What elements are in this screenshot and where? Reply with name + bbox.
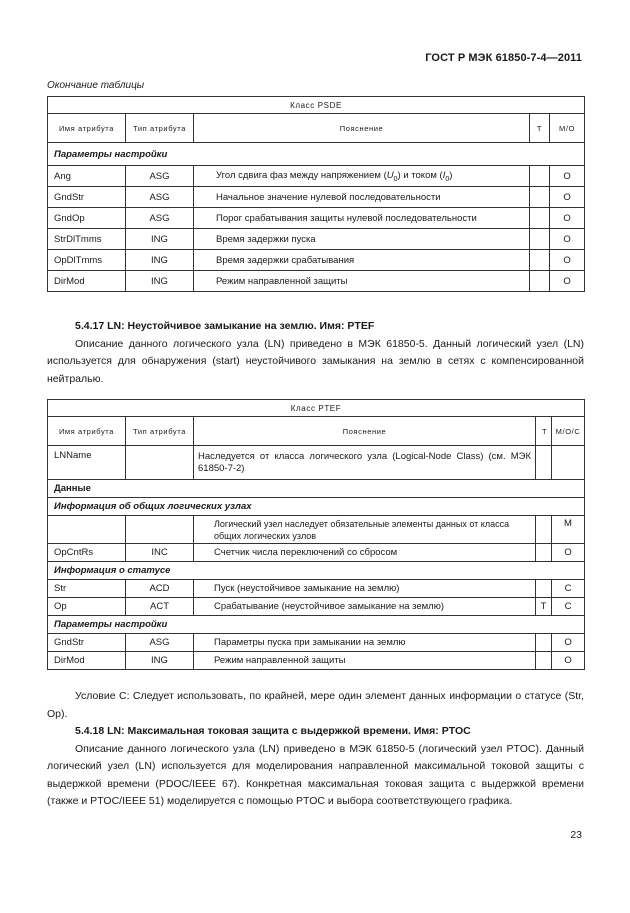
section-text: Описание данного логического узла (LN) приведено в МЭК 61850-5. Данный логический узел (LN) используется для обнаружения (start) неустойчивого замыкания на землю в сетях с компенсированной нейтралью. [47, 337, 584, 385]
attr-mo: O [550, 208, 585, 229]
attr-name: GndOp [48, 208, 126, 229]
attr-type: ACD [126, 580, 194, 598]
attr-desc: Наследуется от класса логического узла (Logical-Node Class) (см. МЭК 61850-7-2) [194, 446, 536, 480]
attr-name: LNName [48, 446, 126, 480]
attr-name: Ang [48, 166, 126, 187]
section-label: Параметры настройки [48, 616, 585, 634]
table-row [48, 446, 585, 480]
section-5-4-17 [47, 318, 584, 388]
page-number: 23 [570, 829, 582, 841]
condition-text: Условие С: Следует использовать, по крайней, мере один элемент данных информации о статусе (Str, Op). [47, 690, 584, 720]
section-label: Параметры настройки [48, 143, 585, 166]
attr-type: ING [126, 271, 194, 292]
attr-desc: Параметры пуска при замыкании на землю [194, 634, 536, 652]
attr-mo: M [552, 516, 585, 544]
attr-name: GndStr [48, 187, 126, 208]
table-row [48, 544, 585, 562]
attr-desc: Логический узел наследует обязательные элементы данных от класса общих логических узлов [194, 516, 536, 544]
attr-desc: Время задержки пуска [194, 229, 530, 250]
section-heading: 5.4.17 LN: Неустойчивое замыкание на землю. Имя: PTEF [75, 320, 375, 332]
attr-type: ING [126, 652, 194, 670]
attr-mo: O [552, 634, 585, 652]
attr-t: T [536, 598, 552, 616]
attr-desc: Режим направленной защиты [194, 652, 536, 670]
attr-t [530, 166, 550, 187]
col-desc: Пояснение [194, 417, 536, 446]
section-label: Информация о статусе [48, 562, 585, 580]
attr-t [530, 229, 550, 250]
col-type: Тип атрибута [126, 114, 194, 143]
table-row [48, 166, 585, 187]
col-mo: М/О/С [552, 417, 585, 446]
section-heading: 5.4.18 LN: Максимальная токовая защита с выдержкой времени. Имя: PTOC [75, 725, 471, 737]
col-desc: Пояснение [194, 114, 530, 143]
table-row [48, 598, 585, 616]
table-row [48, 208, 585, 229]
attr-name: OpDlTmms [48, 250, 126, 271]
col-type: Тип атрибута [126, 417, 194, 446]
attr-t [530, 208, 550, 229]
attr-t [536, 516, 552, 544]
attr-name: Op [48, 598, 126, 616]
attr-type: INC [126, 544, 194, 562]
col-name: Имя атрибута [48, 114, 126, 143]
attr-t [530, 271, 550, 292]
table-row [48, 271, 585, 292]
attr-mo: O [550, 187, 585, 208]
attr-type [126, 446, 194, 480]
table-continuation-label: Окончание таблицы [47, 80, 145, 91]
class-title: Класс PSDE [48, 97, 585, 114]
attr-type: ASG [126, 166, 194, 187]
attr-name: OpCntRs [48, 544, 126, 562]
attr-mo: C [552, 598, 585, 616]
attr-t [536, 634, 552, 652]
col-t: Т [530, 114, 550, 143]
attr-desc: Время задержки срабатывания [194, 250, 530, 271]
table-row [48, 187, 585, 208]
table-row [48, 516, 585, 544]
attr-mo: O [550, 229, 585, 250]
attr-mo: C [552, 580, 585, 598]
attr-name: DirMod [48, 271, 126, 292]
attr-mo: O [550, 250, 585, 271]
attr-mo: O [552, 544, 585, 562]
document-header: ГОСТ Р МЭК 61850-7-4—2011 [425, 52, 582, 64]
table-row [48, 652, 585, 670]
attr-name: StrDlTmms [48, 229, 126, 250]
class-title: Класс PTEF [48, 400, 585, 417]
attr-desc: Порог срабатывания защиты нулевой последовательности [194, 208, 530, 229]
table-row [48, 634, 585, 652]
ptef-table [47, 399, 585, 670]
attr-type: ING [126, 250, 194, 271]
col-name: Имя атрибута [48, 417, 126, 446]
attr-name: DirMod [48, 652, 126, 670]
attr-desc: Угол сдвига фаз между напряжением $(U_0)$ и током $(I_0)$ [194, 166, 530, 187]
attr-type: ACT [126, 598, 194, 616]
attr-mo: O [550, 271, 585, 292]
attr-type: ASG [126, 187, 194, 208]
attr-desc: Срабатывание (неустойчивое замыкание на землю) [194, 598, 536, 616]
attr-t [536, 580, 552, 598]
attr-t [536, 446, 552, 480]
table-row [48, 229, 585, 250]
attr-type: ASG [126, 208, 194, 229]
table-row [48, 250, 585, 271]
attr-mo: O [552, 652, 585, 670]
attr-name [48, 516, 126, 544]
attr-name: GndStr [48, 634, 126, 652]
attr-desc: Режим направленной защиты [194, 271, 530, 292]
attr-type: ING [126, 229, 194, 250]
attr-desc: Пуск (неустойчивое замыкание на землю) [194, 580, 536, 598]
attr-mo: O [550, 166, 585, 187]
attr-t [536, 544, 552, 562]
attr-desc: Начальное значение нулевой последовательности [194, 187, 530, 208]
data-label: Данные [48, 480, 585, 498]
section-5-4-18 [47, 723, 584, 811]
attr-t [536, 652, 552, 670]
attr-name: Str [48, 580, 126, 598]
attr-type [126, 516, 194, 544]
section-text: Описание данного логического узла (LN) приведено в МЭК 61850-5 (логический узел PTOC). Данный логический узел (LN) используется для моделирования направленной максимальной токовой защиты с выдержкой времени (PDOC/IEEE 67). Конкретная максимальная токовая защита с выдержкой времени (также и PTOC/IEEE 51) моделируется с помощью PTOC и выбора соответствующего графика. [47, 742, 584, 807]
attr-t [530, 187, 550, 208]
psde-table [47, 96, 585, 292]
attr-desc: Счетчик числа переключений со сбросом [194, 544, 536, 562]
col-t: Т [536, 417, 552, 446]
attr-mo [552, 446, 585, 480]
table-row [48, 580, 585, 598]
attr-type: ASG [126, 634, 194, 652]
attr-t [530, 250, 550, 271]
section-label: Информация об общих логических узлах [48, 498, 585, 516]
col-mo: М/О [550, 114, 585, 143]
